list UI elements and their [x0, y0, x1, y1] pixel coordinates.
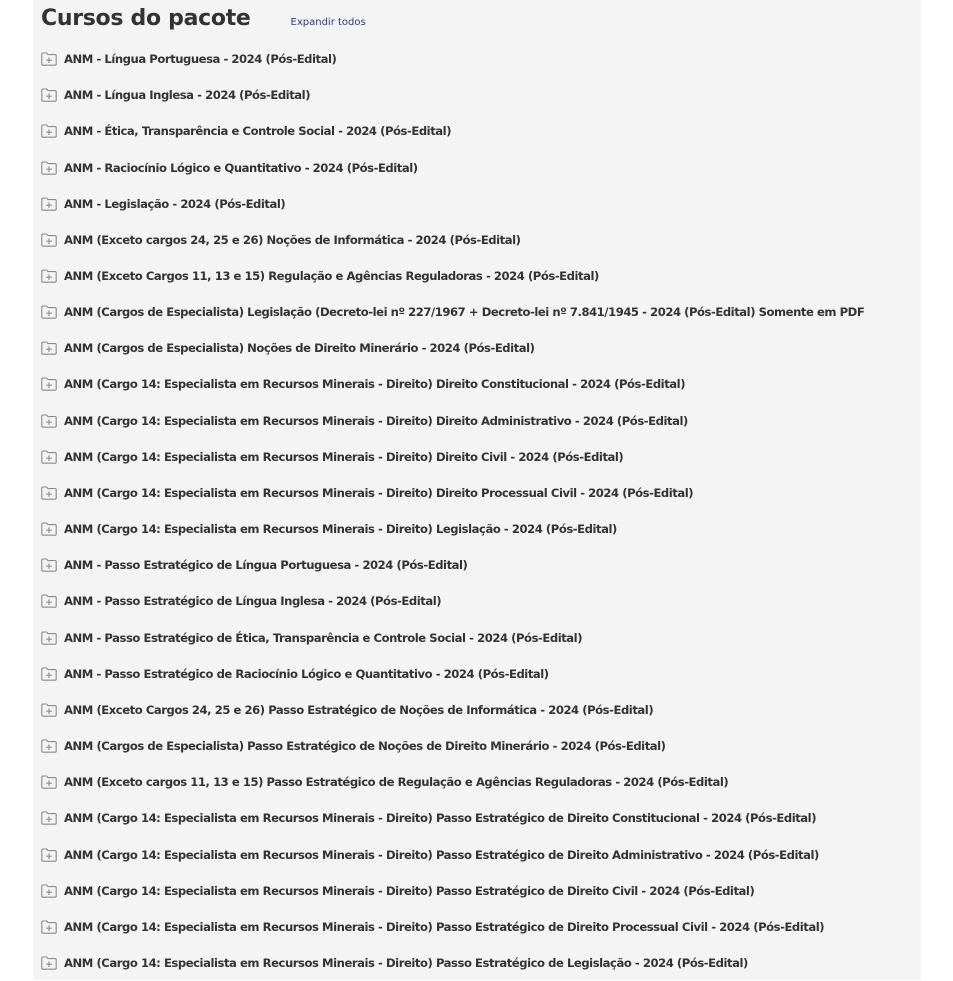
expand-all-link[interactable]: Expandir todos — [290, 17, 366, 28]
course-title: ANM (Cargo 14: Especialista em Recursos Minerais - Direito) Passo Estratégico de Legislação - 2024 (Pós-Edital) — [64, 955, 748, 970]
course-item[interactable] — [41, 41, 864, 77]
course-title: ANM - Ética, Transparência e Controle Social - 2024 (Pós-Edital) — [64, 124, 452, 139]
folder-plus-icon[interactable] — [41, 341, 57, 355]
folder-plus-icon[interactable] — [41, 848, 57, 862]
folder-plus-icon[interactable] — [41, 956, 57, 970]
course-item[interactable] — [41, 439, 864, 475]
course-title: ANM - Passo Estratégico de Ética, Transparência e Controle Social - 2024 (Pós-Edital) — [64, 630, 583, 645]
course-title: ANM (Cargo 14: Especialista em Recursos Minerais - Direito) Direito Administrativo - 2024 (Pós-Edital) — [64, 413, 688, 428]
course-title: ANM (Cargo 14: Especialista em Recursos Minerais - Direito) Passo Estratégico de Direito Processual Civil - 2024 (Pós-Edital) — [64, 919, 825, 934]
course-title: ANM (Exceto Cargos 11, 13 e 15) Regulação e Agências Reguladoras - 2024 (Pós-Edital) — [64, 269, 599, 284]
folder-plus-icon[interactable] — [41, 703, 57, 717]
course-title: ANM (Cargo 14: Especialista em Recursos Minerais - Direito) Direito Civil - 2024 (Pós-Edital) — [64, 449, 624, 464]
course-item[interactable] — [41, 692, 864, 728]
course-item[interactable] — [41, 77, 864, 113]
folder-plus-icon[interactable] — [41, 631, 57, 645]
folder-plus-icon[interactable] — [41, 739, 57, 753]
course-item[interactable] — [41, 764, 864, 800]
course-item[interactable] — [41, 800, 864, 836]
course-title: ANM (Exceto cargos 11, 13 e 15) Passo Estratégico de Regulação e Agências Reguladoras - 2024 (Pós-Edital) — [64, 775, 729, 790]
course-title: ANM (Cargo 14: Especialista em Recursos Minerais - Direito) Passo Estratégico de Direito Constitucional - 2024 (Pós-Edital) — [64, 811, 817, 826]
course-title: ANM - Passo Estratégico de Raciocínio Lógico e Quantitativo - 2024 (Pós-Edital) — [64, 666, 549, 681]
course-item[interactable] — [41, 330, 864, 366]
page-title: Cursos do pacote — [41, 6, 251, 31]
course-item[interactable] — [41, 945, 864, 981]
course-title: ANM - Língua Inglesa - 2024 (Pós-Edital) — [64, 88, 311, 103]
folder-plus-icon[interactable] — [41, 124, 57, 138]
folder-plus-icon[interactable] — [41, 233, 57, 247]
course-package-panel — [33, 0, 921, 980]
folder-plus-icon[interactable] — [41, 920, 57, 934]
course-title: ANM - Passo Estratégico de Língua Inglesa - 2024 (Pós-Edital) — [64, 594, 442, 609]
folder-plus-icon[interactable] — [41, 486, 57, 500]
course-item[interactable] — [41, 728, 864, 764]
course-item[interactable] — [41, 113, 864, 149]
course-item[interactable] — [41, 873, 864, 909]
folder-plus-icon[interactable] — [41, 414, 57, 428]
folder-plus-icon[interactable] — [41, 811, 57, 825]
course-title: ANM (Exceto cargos 24, 25 e 26) Noções de Informática - 2024 (Pós-Edital) — [64, 232, 521, 247]
course-title: ANM - Passo Estratégico de Língua Portuguesa - 2024 (Pós-Edital) — [64, 558, 468, 573]
panel-header — [41, 6, 366, 40]
folder-plus-icon[interactable] — [41, 52, 57, 66]
course-item[interactable] — [41, 366, 864, 402]
course-item[interactable] — [41, 909, 864, 945]
folder-plus-icon[interactable] — [41, 269, 57, 283]
course-title: ANM (Cargo 14: Especialista em Recursos Minerais - Direito) Passo Estratégico de Direito Civil - 2024 (Pós-Edital) — [64, 883, 755, 898]
folder-plus-icon[interactable] — [41, 161, 57, 175]
course-title: ANM (Cargo 14: Especialista em Recursos Minerais - Direito) Direito Constitucional - 2024 (Pós-Edital) — [64, 377, 686, 392]
course-title: ANM (Exceto Cargos 24, 25 e 26) Passo Estratégico de Noções de Informática - 2024 (Pós-Edital) — [64, 702, 654, 717]
folder-plus-icon[interactable] — [41, 450, 57, 464]
course-item[interactable] — [41, 620, 864, 656]
course-item[interactable] — [41, 222, 864, 258]
folder-plus-icon[interactable] — [41, 522, 57, 536]
course-title: ANM (Cargos de Especialista) Passo Estratégico de Noções de Direito Minerário - 2024 (Pós-Edital) — [64, 739, 666, 754]
course-item[interactable] — [41, 656, 864, 692]
folder-plus-icon[interactable] — [41, 558, 57, 572]
course-title: ANM - Legislação - 2024 (Pós-Edital) — [64, 196, 286, 211]
folder-plus-icon[interactable] — [41, 594, 57, 608]
course-item[interactable] — [41, 149, 864, 185]
course-title: ANM (Cargos de Especialista) Noções de Direito Minerário - 2024 (Pós-Edital) — [64, 341, 535, 356]
course-title: ANM - Língua Portuguesa - 2024 (Pós-Edital) — [64, 52, 337, 67]
course-item[interactable] — [41, 547, 864, 583]
course-list — [41, 41, 864, 981]
course-item[interactable] — [41, 475, 864, 511]
course-item[interactable] — [41, 836, 864, 872]
folder-plus-icon[interactable] — [41, 305, 57, 319]
folder-plus-icon[interactable] — [41, 667, 57, 681]
course-item[interactable] — [41, 186, 864, 222]
course-item[interactable] — [41, 511, 864, 547]
folder-plus-icon[interactable] — [41, 775, 57, 789]
course-item[interactable] — [41, 583, 864, 619]
folder-plus-icon[interactable] — [41, 884, 57, 898]
course-item[interactable] — [41, 258, 864, 294]
folder-plus-icon[interactable] — [41, 88, 57, 102]
course-title: ANM (Cargos de Especialista) Legislação (Decreto-lei nº 227/1967 + Decreto-lei nº 7.841/1945 - 2024 (Pós-Edital) Somente em PDF — [64, 305, 865, 320]
folder-plus-icon[interactable] — [41, 197, 57, 211]
course-item[interactable] — [41, 403, 864, 439]
folder-plus-icon[interactable] — [41, 377, 57, 391]
course-title: ANM - Raciocínio Lógico e Quantitativo - 2024 (Pós-Edital) — [64, 160, 418, 175]
course-title: ANM (Cargo 14: Especialista em Recursos Minerais - Direito) Passo Estratégico de Direito Administrativo - 2024 (Pós-Edital) — [64, 847, 819, 862]
course-item[interactable] — [41, 294, 864, 330]
course-title: ANM (Cargo 14: Especialista em Recursos Minerais - Direito) Legislação - 2024 (Pós-Edital) — [64, 522, 617, 537]
course-title: ANM (Cargo 14: Especialista em Recursos Minerais - Direito) Direito Processual Civil - 2024 (Pós-Edital) — [64, 485, 694, 500]
